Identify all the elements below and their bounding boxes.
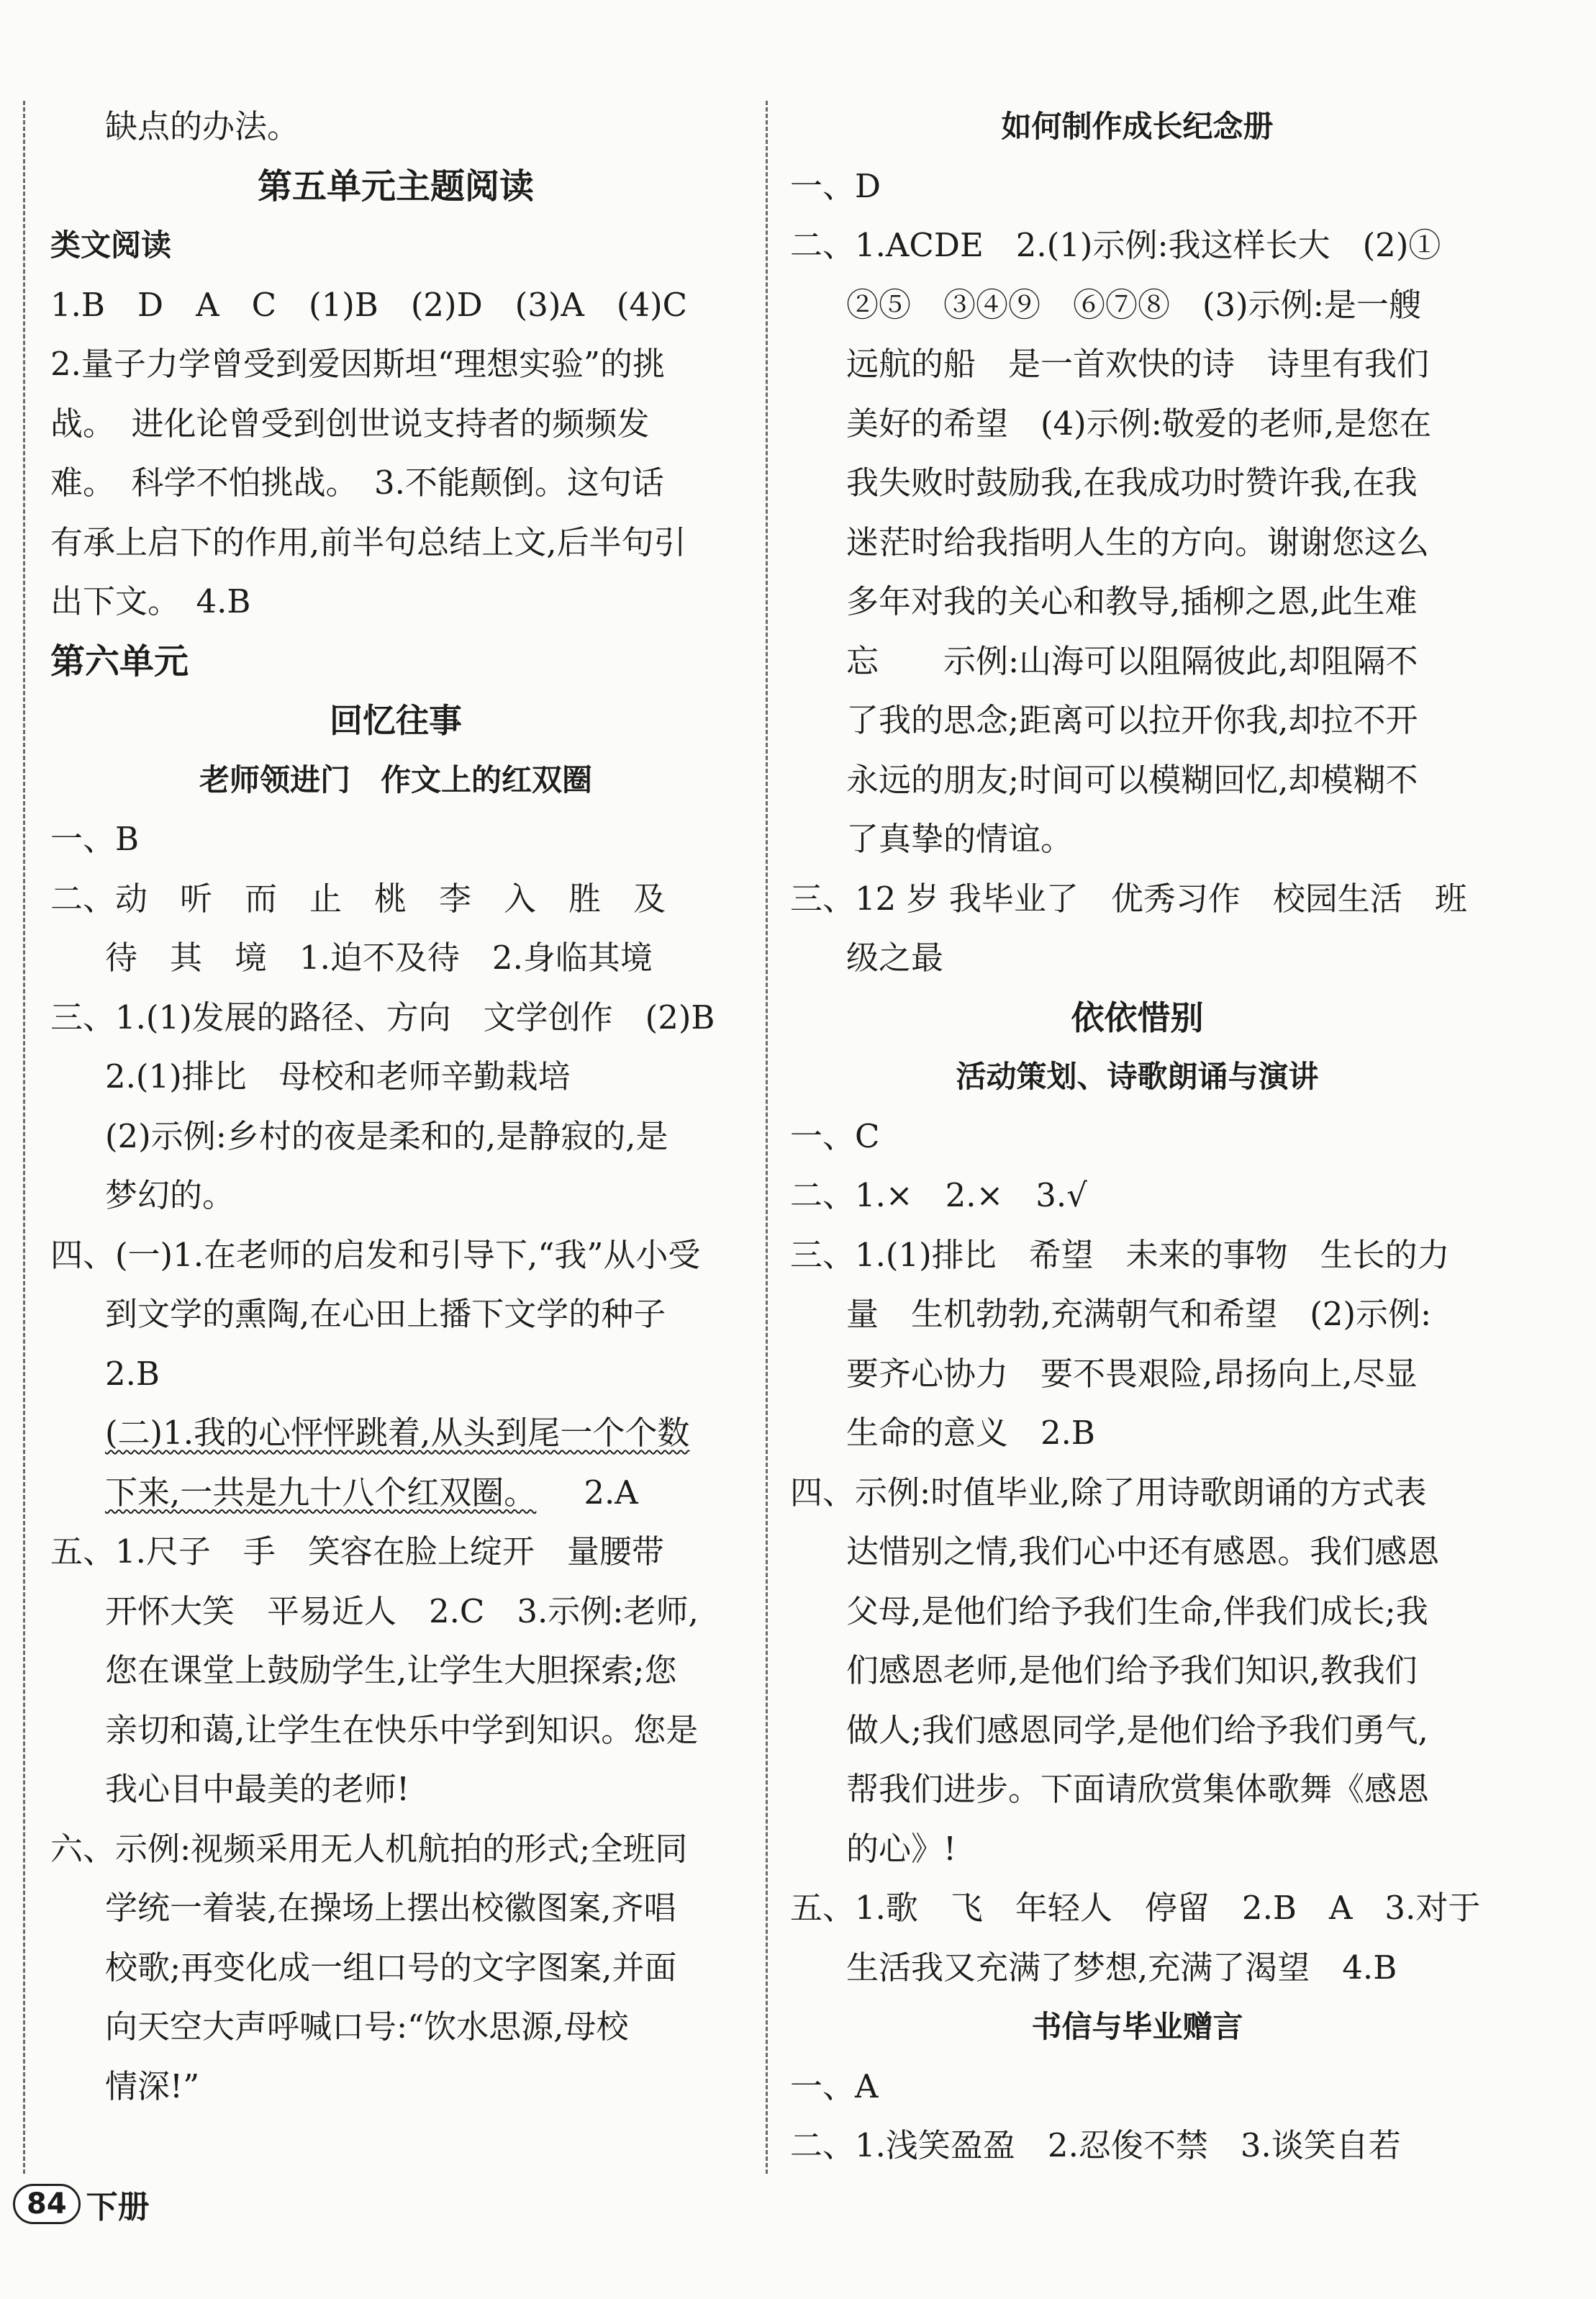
text-line: 二、1.ACDE 2.(1)示例:我这样长大 (2)① <box>790 226 1441 264</box>
text-line: 二、1.浅笑盈盈 2.忍俊不禁 3.谈笑自若 <box>790 2126 1401 2164</box>
text-line: 级之最 <box>846 939 944 977</box>
text-line: 三、1.(1)排比 希望 未来的事物 生长的力 <box>790 1235 1450 1274</box>
text-line <box>50 1463 741 1523</box>
text-line: 二、1.× 2.× 3.√ <box>790 1176 1087 1214</box>
text-line: 学统一着装,在操场上摆出校徽图案,齐唱 <box>105 1889 676 1927</box>
text-line: 生命的意义 2.B <box>846 1414 1096 1452</box>
text-line: 亲切和蔼,让学生在快乐中学到知识。您是 <box>105 1710 699 1749</box>
section-title: 依依惜别 <box>1071 998 1204 1037</box>
lesson-title: 书信与毕业赠言 <box>1031 2009 1243 2044</box>
column-divider <box>766 101 768 2174</box>
text-line: 情深!” <box>105 2067 200 2105</box>
section-title: 第五单元主题阅读 <box>257 166 534 207</box>
book-label: 下册 <box>86 2189 150 2226</box>
text-line: 美好的希望 (4)示例:敬爱的老师,是您在 <box>846 404 1432 443</box>
text-line: 忘 示例:山海可以阻隔彼此,却阻隔不 <box>846 641 1418 680</box>
text-line: 多年对我的关心和教导,插柳之恩,此生难 <box>846 582 1418 620</box>
text-line: 您在课堂上鼓励学生,让学生大胆探索;您 <box>105 1651 677 1689</box>
text-line: 到文学的熏陶,在心田上播下文学的种子 <box>105 1295 666 1333</box>
text-line: 出下文。 4.B <box>50 582 251 620</box>
unit-heading: 第六单元 <box>50 641 189 682</box>
lesson-title: 活动策划、诗歌朗诵与演讲 <box>956 1059 1319 1094</box>
page-number: 84 <box>13 2184 81 2224</box>
text-line: ②⑤ ③④⑨ ⑥⑦⑧ (3)示例:是一艘 <box>846 285 1421 324</box>
right-column <box>790 97 1484 2176</box>
text-line: 一、D <box>790 166 881 205</box>
text-line: 开怀大笑 平易近人 2.C 3.示例:老师, <box>105 1591 699 1630</box>
text-line: 2.B <box>105 1354 160 1393</box>
text-line: 校歌;再变化成一组口号的文字图案,并面 <box>105 1948 677 1987</box>
text-line: 四、示例:时值毕业,除了用诗歌朗诵的方式表 <box>790 1473 1427 1512</box>
text-line: 了我的思念;距离可以拉开你我,却拉不开 <box>846 701 1418 739</box>
lesson-title: 老师领进门 作文上的红双圈 <box>199 762 592 798</box>
subsection-heading: 类文阅读 <box>50 227 172 263</box>
text-line: 远航的船 是一首欢快的诗 诗里有我们 <box>846 345 1430 383</box>
text-line: 向天空大声呼喊口号:“饮水思源,母校 <box>105 2007 629 2046</box>
text-line: 永远的朋友;时间可以模糊回忆,却模糊不 <box>846 760 1418 799</box>
text-line: 做人;我们感恩同学,是他们给予我们勇气, <box>846 1710 1428 1749</box>
text-line: 梦幻的。 <box>105 1176 235 1214</box>
lesson-title: 如何制作成长纪念册 <box>1001 109 1274 144</box>
text-line: 五、1.尺子 手 笑容在脸上绽开 量腰带 <box>50 1532 664 1571</box>
text-line: 们感恩老师,是他们给予我们知识,教我们 <box>846 1651 1418 1689</box>
text-line: 三、1.(1)发展的路径、方向 文学创作 (2)B <box>50 998 715 1036</box>
text-line: 难。 科学不怕挑战。 3.不能颠倒。这句话 <box>50 464 664 502</box>
left-margin-rule <box>23 101 25 2174</box>
text-line <box>50 1404 741 1463</box>
text-line: 2.量子力学曾受到爱因斯坦“理想实验”的挑 <box>50 345 665 383</box>
text-line: 迷茫时给我指明人生的方向。谢谢您这么 <box>846 523 1430 561</box>
text-line: 六、示例:视频采用无人机航拍的形式;全班同 <box>50 1829 688 1868</box>
text-line: 达惜别之情,我们心中还有感恩。我们感恩 <box>846 1532 1440 1571</box>
left-column <box>50 97 741 2116</box>
text-line: 战。 进化论曾受到创世说支持者的频频发 <box>50 404 650 443</box>
text-line: 三、12 岁 我毕业了 优秀习作 校园生活 班 <box>790 879 1467 918</box>
text-line: 待 其 境 1.迫不及待 2.身临其境 <box>105 939 653 977</box>
text-line: 一、C <box>790 1116 880 1155</box>
text-line: 一、A <box>790 2067 879 2105</box>
text-line: 我失败时鼓励我,在我成功时赞许我,在我 <box>846 464 1418 502</box>
text-line: 1.B D A C (1)B (2)D (3)A (4)C <box>50 285 688 324</box>
text-line: 缺点的办法。 <box>105 107 300 145</box>
text-line: 一、B <box>50 820 140 858</box>
text-line: 四、(一)1.在老师的启发和引导下,“我”从小受 <box>50 1235 701 1274</box>
text-line: 了真挚的情谊。 <box>846 820 1074 858</box>
text-line: 2.(1)排比 母校和老师辛勤栽培 <box>105 1057 571 1096</box>
text-line: (2)示例:乡村的夜是柔和的,是静寂的,是 <box>105 1116 668 1155</box>
text-line: 生活我又充满了梦想,充满了渴望 4.B <box>846 1948 1397 1987</box>
text-line: 帮我们进步。下面请欣赏集体歌舞《感恩 <box>846 1770 1430 1808</box>
underlined-text: (二)1.我的心怦怦跳着,从头到尾一个个数 <box>105 1414 690 1452</box>
text-line: 量 生机勃勃,充满朝气和希望 (2)示例: <box>846 1295 1432 1333</box>
page-footer <box>13 2181 150 2227</box>
text-line: 父母,是他们给予我们生命,伴我们成长;我 <box>846 1591 1428 1630</box>
text-line: 五、1.歌 飞 年轻人 停留 2.B A 3.对于 <box>790 1889 1481 1927</box>
answer-text: 2.A <box>584 1473 638 1512</box>
text-line: 的心》! <box>846 1829 957 1868</box>
text-line: 要齐心协力 要不畏艰险,昂扬向上,尽显 <box>846 1354 1418 1393</box>
text-line: 我心目中最美的老师! <box>105 1770 410 1808</box>
text-line: 有承上启下的作用,前半句总结上文,后半句引 <box>50 523 686 561</box>
section-title: 回忆往事 <box>330 701 462 740</box>
text-line: 二、动 听 而 止 桃 李 入 胜 及 <box>50 879 666 918</box>
underlined-text: 下来,一共是九十八个红双圈。 <box>105 1473 537 1512</box>
